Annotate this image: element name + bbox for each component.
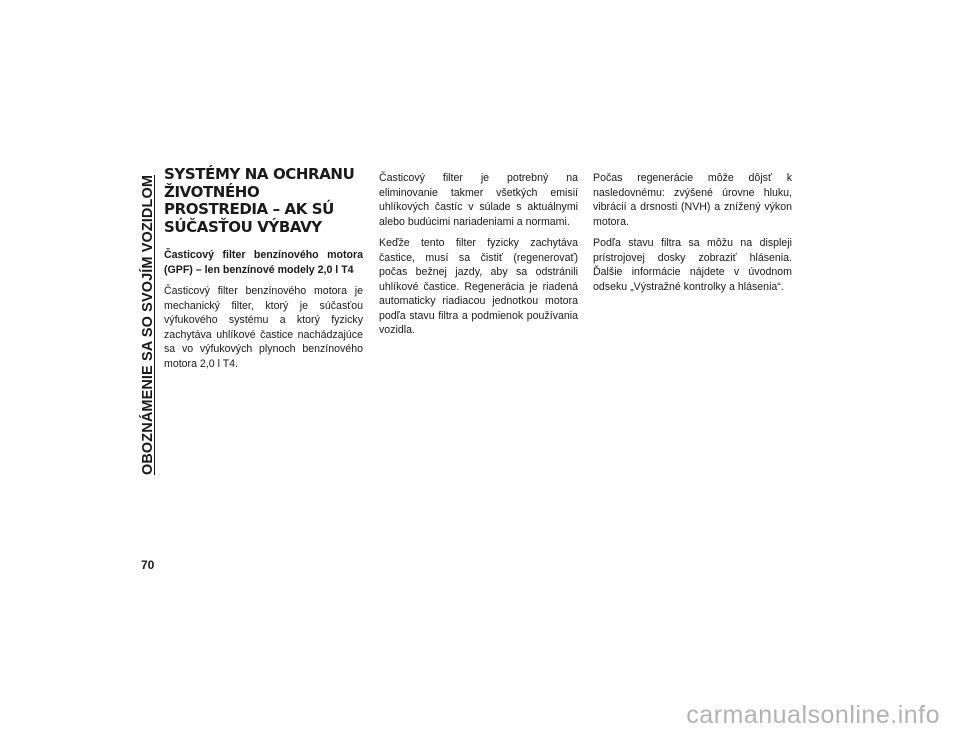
paragraph: Časticový filter je potrebný na eliminovanie takmer všetkých emisií uhlíkových častíc v súlade s aktuálnymi alebo budúcimi nariadeniami a normami. <box>379 172 578 228</box>
watermark: carmanualsonline.info <box>686 701 940 729</box>
column-1 <box>164 160 363 378</box>
paragraph: Keďže tento filter fyzicky zachytáva častice, musí sa čistiť (regenerovať) počas bežnej jazdy, aby sa odstránili uhlíkové častice. Regenerácia je riadená automaticky riadiacou jednotkou motora podľa stavu filtra a podmienok používania vozidla. <box>379 237 578 336</box>
column-3 <box>593 171 792 301</box>
chapter-side-tab-label: OBOZNÁMENIE SA SO SVOJÍM VOZIDLOM <box>140 174 156 476</box>
column-2 <box>379 171 578 345</box>
section-heading: SYSTÉMY NA OCHRANU ŽIVOTNÉHO PROSTREDIA – AK SÚ SÚČASŤOU VÝBAVY <box>164 165 355 236</box>
paragraph: Podľa stavu filtra sa môžu na displeji prístrojovej dosky zobraziť hlásenia. Ďalšie informácie nájdete v úvodnom odseku „Výstražné kontrolky a hlásenia“. <box>593 237 792 293</box>
page-number: 70 <box>141 558 155 572</box>
paragraph: Časticový filter benzínového motora je mechanický filter, ktorý je súčasťou výfukového systému a ktorý fyzicky zachytáva uhlíkové častice nachádzajúce sa vo výfukových plynoch benzínového motora 2,0 l T4. <box>164 285 363 370</box>
paragraph: Počas regenerácie môže dôjsť k nasledovnému: zvýšené úrovne hluku, vibrácií a drsnosti (NVH) a znížený výkon motora. <box>593 172 792 228</box>
section-subheading: Časticový filter benzínového motora (GPF) – len benzínové modely 2,0 l T4 <box>164 249 363 276</box>
chapter-side-tab <box>139 160 157 490</box>
